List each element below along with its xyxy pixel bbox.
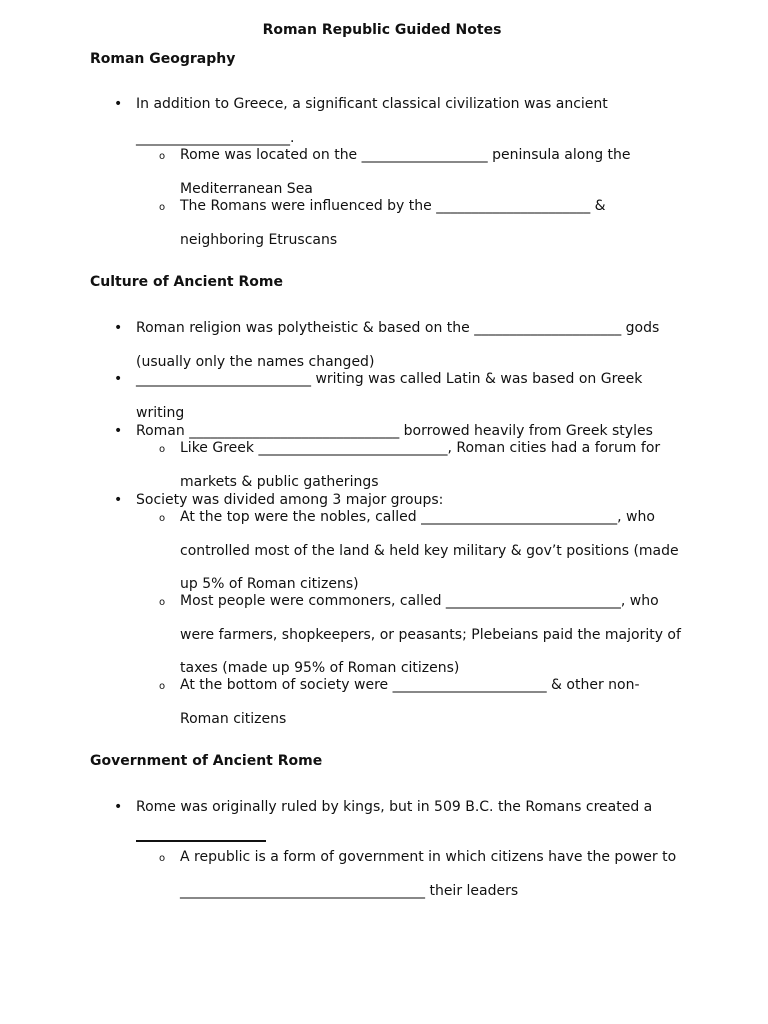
sub-bullet-marker: o <box>159 513 166 524</box>
note-line: At the bottom of society were ______________________ & other non- <box>180 677 640 693</box>
note-line: Mediterranean Sea <box>180 181 313 197</box>
note-line: taxes (made up 95% of Roman citizens) <box>180 660 460 676</box>
note-line: Like Greek ___________________________, Roman cities had a forum for <box>180 440 661 456</box>
note-line: _________________________ writing was called Latin & was based on Greek <box>136 371 643 387</box>
sub-bullet-marker: o <box>159 444 166 455</box>
note-line: Roman ______________________________ borrowed heavily from Greek styles <box>136 423 653 439</box>
fill-in-blank-line <box>136 840 266 842</box>
bullet-marker: • <box>114 799 123 815</box>
note-line: neighboring Etruscans <box>180 232 338 248</box>
sub-bullet-marker: o <box>159 681 166 692</box>
document-title: Roman Republic Guided Notes <box>262 22 502 38</box>
note-line: (usually only the names changed) <box>136 354 375 370</box>
note-line: controlled most of the land & held key military & gov’t positions (made <box>180 543 679 559</box>
section-heading-government: Government of Ancient Rome <box>90 753 323 769</box>
note-line: up 5% of Roman citizens) <box>180 576 359 592</box>
note-line: Rome was located on the __________________ peninsula along the <box>180 147 631 163</box>
note-line: markets & public gatherings <box>180 474 379 490</box>
bullet-marker: • <box>114 492 123 508</box>
note-line: ______________________. <box>136 130 295 146</box>
section-heading-geography: Roman Geography <box>90 51 236 67</box>
note-line: ___________________________________ their leaders <box>180 883 519 899</box>
note-line: writing <box>136 405 185 421</box>
bullet-marker: • <box>114 320 123 336</box>
bullet-marker: • <box>114 371 123 387</box>
note-line: A republic is a form of government in which citizens have the power to <box>180 849 677 865</box>
bullet-marker: • <box>114 96 123 112</box>
sub-bullet-marker: o <box>159 151 166 162</box>
sub-bullet-marker: o <box>159 853 166 864</box>
note-line: Roman citizens <box>180 711 287 727</box>
note-line: Rome was originally ruled by kings, but in 509 B.C. the Romans created a <box>136 799 653 815</box>
note-line: At the top were the nobles, called ____________________________, who <box>180 509 655 525</box>
sub-bullet-marker: o <box>159 597 166 608</box>
note-line: were farmers, shopkeepers, or peasants; Plebeians paid the majority of <box>180 627 681 643</box>
sub-bullet-marker: o <box>159 202 166 213</box>
note-line: Roman religion was polytheistic & based on the _____________________ gods <box>136 320 660 336</box>
note-line: Society was divided among 3 major groups: <box>136 492 444 508</box>
bullet-marker: • <box>114 423 123 439</box>
note-line: The Romans were influenced by the ______________________ & <box>180 198 606 214</box>
section-heading-culture: Culture of Ancient Rome <box>90 274 283 290</box>
note-line: Most people were commoners, called _________________________, who <box>180 593 659 609</box>
note-line: In addition to Greece, a significant classical civilization was ancient <box>136 96 608 112</box>
